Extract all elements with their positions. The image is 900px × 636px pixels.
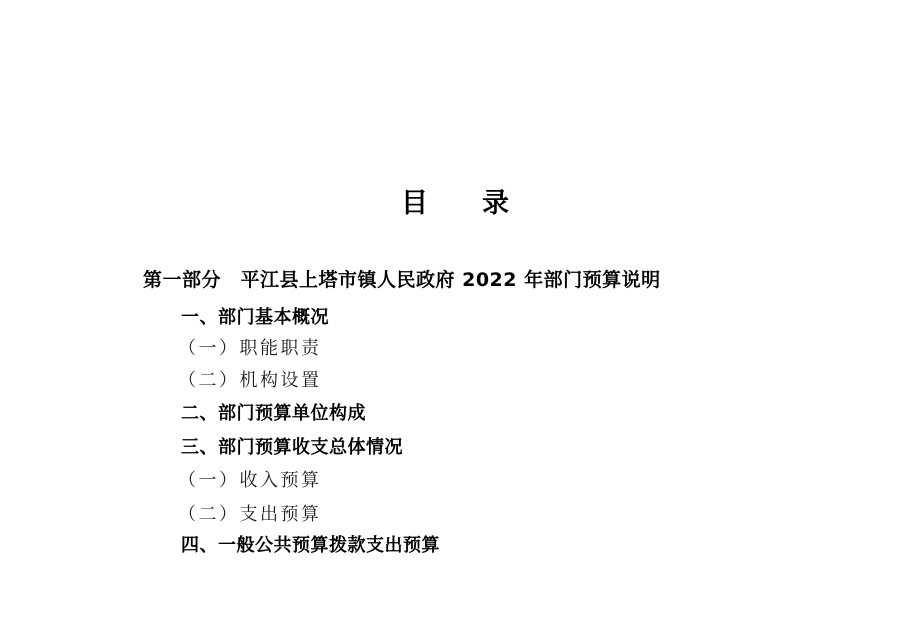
toc-part-heading: 第一部分 平江县上塔市镇人民政府 2022 年部门预算说明: [143, 269, 661, 291]
toc-item-level1: 四、一般公共预算拨款支出预算: [181, 535, 440, 556]
toc-item-level1: 三、部门预算收支总体情况: [181, 437, 403, 458]
toc-item-level2: （二）支出预算: [178, 504, 322, 525]
toc-item-level2: （一）职能职责: [178, 338, 322, 359]
toc-title: 目 录: [401, 188, 509, 219]
toc-item-level2: （二）机构设置: [178, 370, 322, 391]
toc-item-level2: （一）收入预算: [178, 470, 322, 491]
toc-item-level1: 二、部门预算单位构成: [181, 403, 366, 424]
toc-item-level1: 一、部门基本概况: [181, 307, 329, 328]
